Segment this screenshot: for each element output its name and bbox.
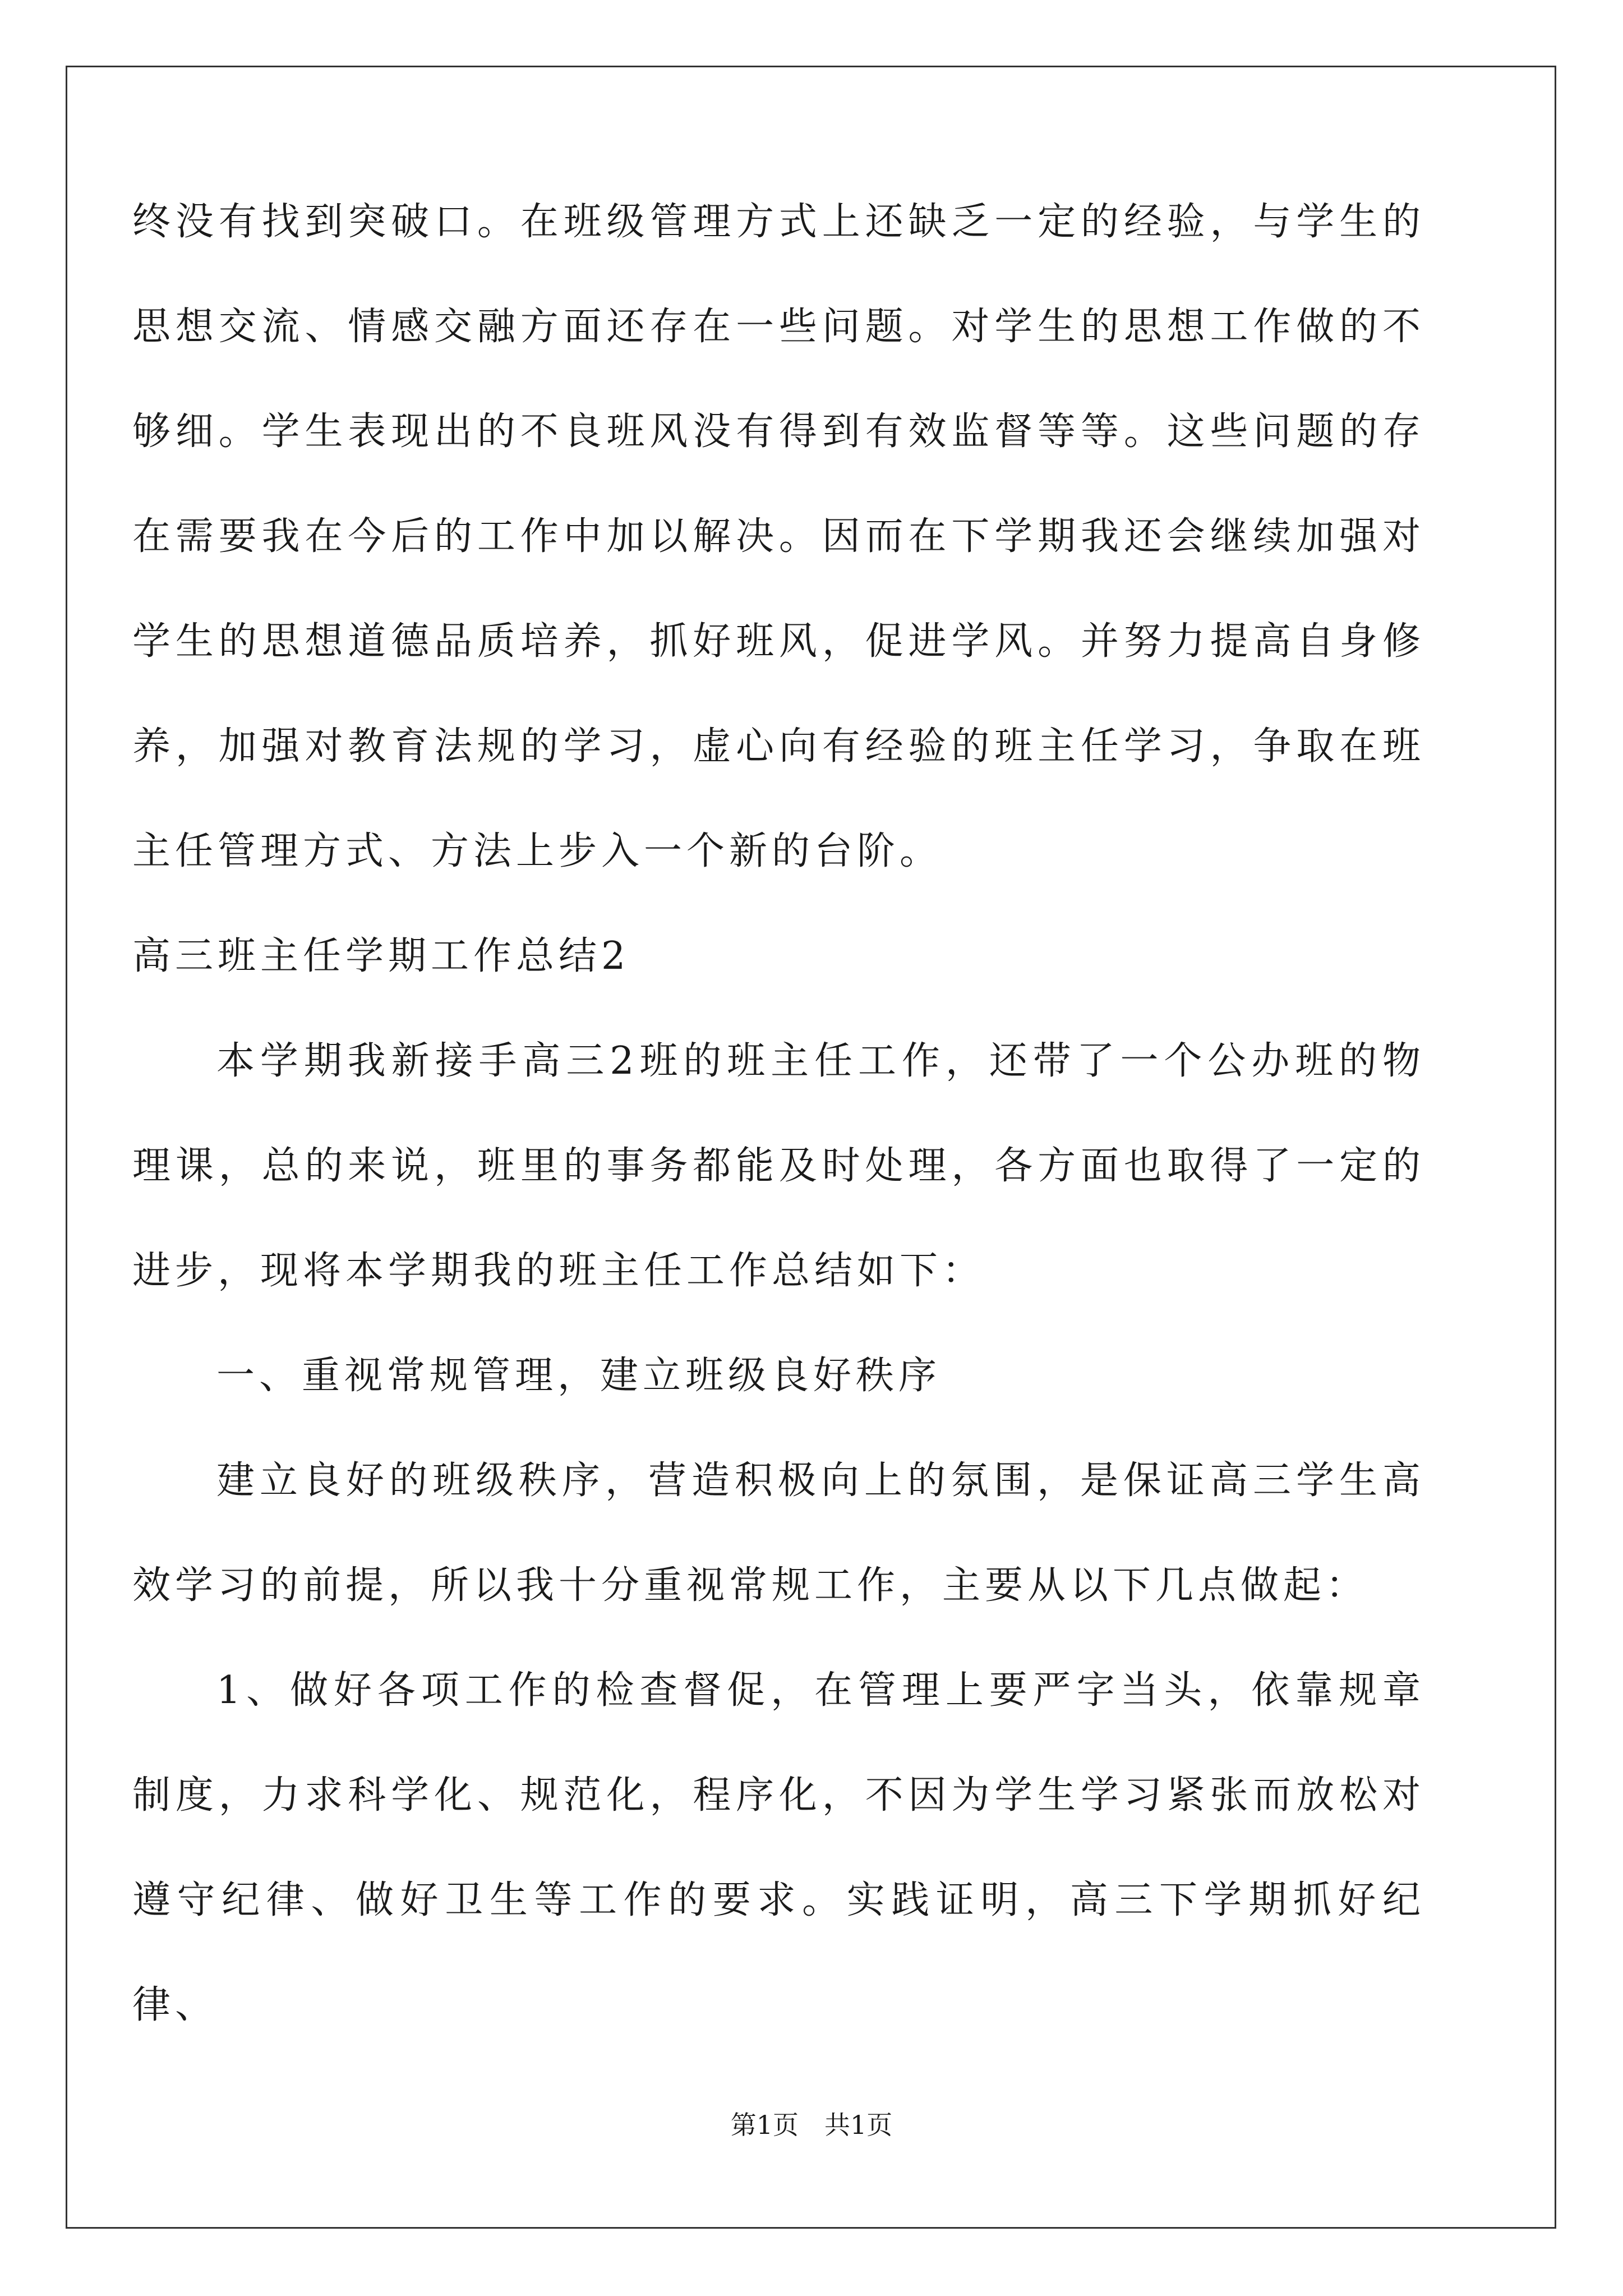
- section-heading: 高三班主任学期工作总结2: [132, 934, 630, 978]
- page-number-footer: 第1页 共1页: [730, 2110, 893, 2140]
- paragraph-intro: 本学期我新接手高三2班的班主任工作，还带了一个公办班的物理课，总的来说，班里的事务都能及时处理，各方面也取得了一定的进步，现将本学期我的班主任工作总结如下：: [132, 1039, 1425, 1293]
- paragraph-class-order: 建立良好的班级秩序，营造积极向上的氛围，是保证高三学生高效学习的前提，所以我十分重视常规工作，主要从以下几点做起：: [132, 1458, 1425, 1608]
- document-body: [132, 169, 1425, 2058]
- paragraph-continuation: 终没有找到突破口。在班级管理方式上还缺乏一定的经验，与学生的思想交流、情感交融方面还存在一些问题。对学生的思想工作做的不够细。学生表现出的不良班风没有得到有效监督等等。这些问题的存在需要我在今后的工作中加以解决。因而在下学期我还会继续加强对学生的思想道德品质培养，抓好班风，促进学风。并努力提高自身修养，加强对教育法规的学习，虚心向有经验的班主任学习，争取在班主任管理方式、方法上步入一个新的台阶。: [132, 200, 1425, 873]
- paragraph-item-1: 1、做好各项工作的检查督促，在管理上要严字当头，依靠规章制度，力求科学化、规范化，程序化，不因为学生学习紧张而放松对遵守纪律、做好卫生等工作的要求。实践证明，高三下学期抓好纪律、: [132, 1668, 1425, 2027]
- subheading-routine-management: 一、重视常规管理，建立班级良好秩序: [216, 1354, 942, 1398]
